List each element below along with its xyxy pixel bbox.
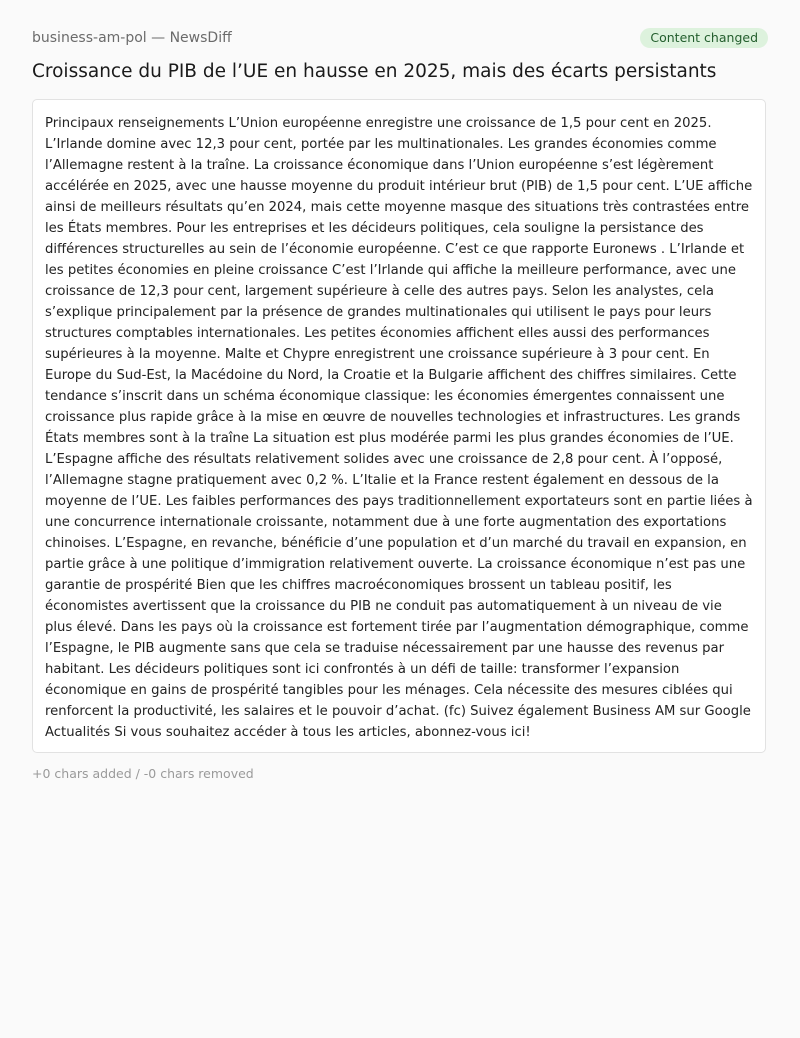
article-body: Principaux renseignements L’Union européenne enregistre une croissance de 1,5 pour cent en 2025. L’Irlande domine avec 12,3 pour cent, portée par les multinationales. Les grandes économies comme l’Allemagne restent à la traîne. La croissance économique dans l’Union européenne s’est légèrement accélérée en 2025, avec une hausse moyenne du produit intérieur brut (PIB) de 1,5 pour cent. L’UE affiche ainsi de meilleurs résultats qu’en 2024, mais cette moyenne masque des situations très contrastées entre les États membres. Pour les entreprises et les décideurs politiques, cela souligne la persistance des différences structurelles au sein de l’économie européenne. C’est ce que rapporte Euronews . L’Irlande et les petites économies en pleine croissance C’est l’Irlande qui affiche la meilleure performance, avec une croissance de 12,3 pour cent, largement supérieure à celle des autres pays. Selon les analystes, cela s’explique principalement par la présence de grandes multinationales qui utilisent le pays pour leurs structures comptables internationales. Les petites économies affichent elles aussi des performances supérieures à la moyenne. Malte et Chypre enregistrent une croissance supérieure à 3 pour cent. En Europe du Sud-Est, la Macédoine du Nord, la Croatie et la Bulgarie affichent des chiffres similaires. Cette tendance s’inscrit dans un schéma économique classique: les économies émergentes connaissent une croissance plus rapide grâce à la mise en œuvre de nouvelles technologies et infrastructures. Les grands États membres sont à la traîne La situation est plus modérée parmi les plus grandes économies de l’UE. L’Espagne affiche des résultats relativement solides avec une croissance de 2,8 pour cent. À l’opposé, l’Allemagne stagne pratiquement avec 0,2 %. L’Italie et la France restent également en dessous de la moyenne de l’UE. Les faibles performances des pays traditionnellement exportateurs sont en partie liées à une concurrence internationale croissante, notamment due à une forte augmentation des exportations chinoises. L’Espagne, en revanche, bénéficie d’une population et d’un marché du travail en expansion, en partie grâce à une politique d’immigration relativement ouverte. La croissance économique n’est pas une garantie de prospérité Bien que les chiffres macroéconomiques brossent un tableau positif, les économistes avertissent que la croissance du PIB ne conduit pas automatiquement à un niveau de vie plus élevé. Dans les pays où la croissance est fortement tirée par l’augmentation démographique, comme l’Espagne, le PIB augmente sans que cela se traduise nécessairement par une hausse des revenus par habitant. Les décideurs politiques sont ici confrontés à un défi de taille: transformer l’expansion économique en gains de prospérité tangibles pour les ménages. Cela nécessite des mesures ciblées qui renforcent la productivité, les salaires et le pouvoir d’achat. (fc) Suivez également Business AM sur Google Actualités Si vous souhaitez accéder à tous les articles, abonnez-vous ici! <box>45 116 753 740</box>
source-label: business-am-pol — NewsDiff <box>32 30 232 46</box>
diff-stats: +0 chars added / -0 chars removed <box>32 766 254 781</box>
newsdiff-page <box>32 0 768 781</box>
article-title: Croissance du PIB de l’UE en hausse en 2025, mais des écarts persistants <box>32 61 717 82</box>
article-content-box <box>32 99 766 753</box>
status-badge: Content changed <box>640 28 768 48</box>
page-header <box>32 0 768 82</box>
